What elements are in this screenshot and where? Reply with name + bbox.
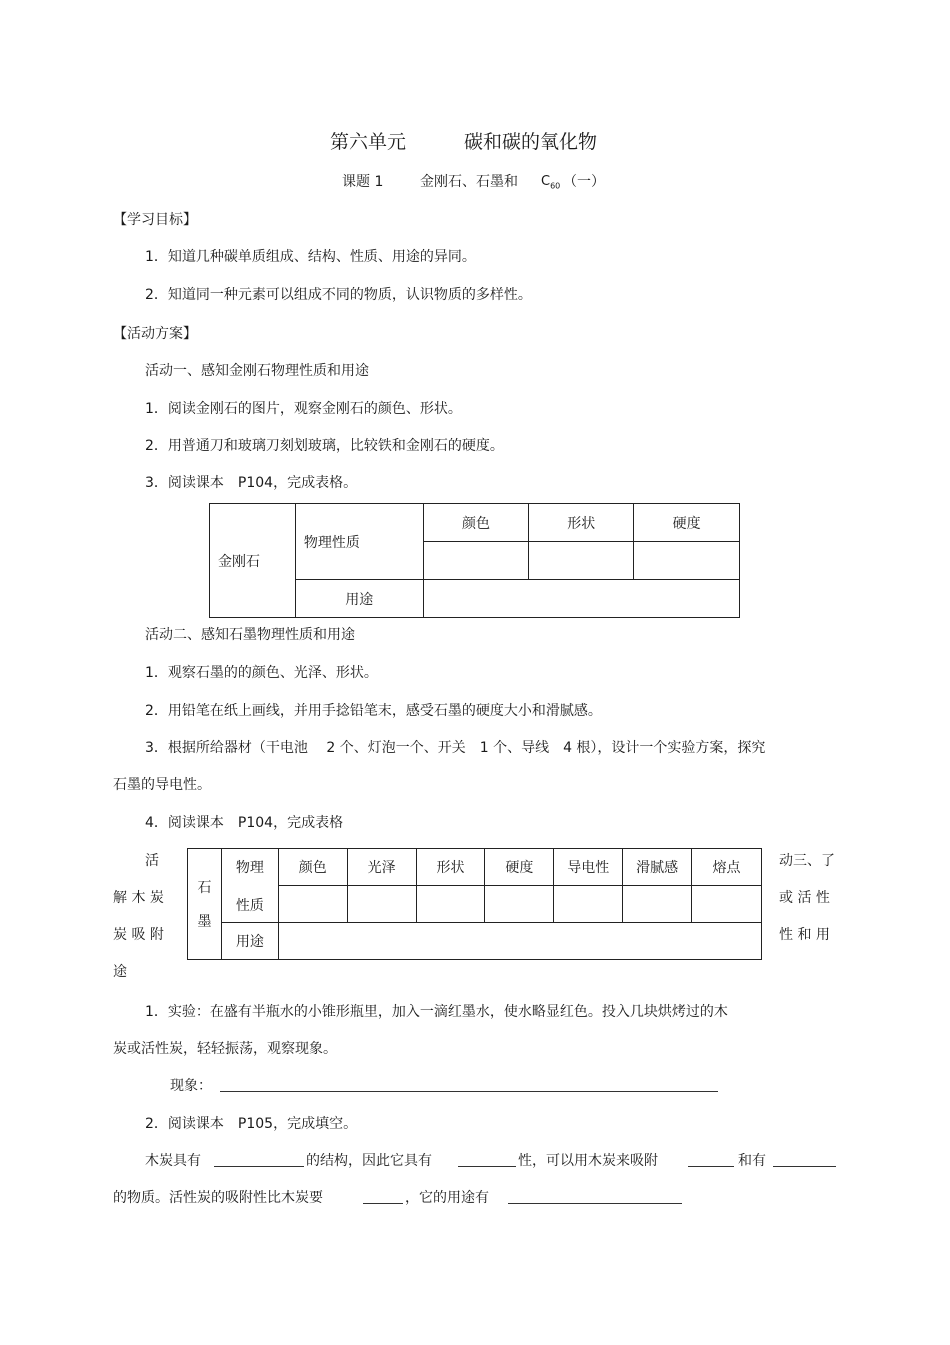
fill-blank-adsorb-1[interactable] <box>688 1166 734 1167</box>
diamond-use-label: 用途 <box>295 580 423 618</box>
lesson-number: 课题 1 <box>342 174 384 190</box>
activity3-left-3: 炭 吸 附 <box>113 927 164 943</box>
graphite-color-cell[interactable] <box>278 886 347 923</box>
diamond-color-cell[interactable] <box>423 542 529 580</box>
activity3-right-3: 性 和 用 <box>779 927 830 943</box>
fill-text-6: ，它的用途有 <box>405 1190 489 1206</box>
fill-blank-structure[interactable] <box>214 1166 304 1167</box>
diamond-row-header: 金刚石 <box>210 504 296 618</box>
graphite-props-label-2: 性质 <box>235 897 264 914</box>
graphite-col-conductivity: 导电性 <box>554 849 623 886</box>
activity2-step-4: 4．阅读课本 P104，完成表格 <box>145 815 344 831</box>
activity3-right-1: 动三、了 <box>779 853 835 869</box>
c60-formula <box>541 173 560 196</box>
activity1-title: 活动一、感知金刚石物理性质和用途 <box>145 363 369 379</box>
activity3-left-2: 解 木 炭 <box>113 890 164 906</box>
activity1-step-3: 3．阅读课本 P104，完成表格。 <box>145 475 358 491</box>
diamond-use-cell[interactable] <box>423 580 739 618</box>
fill-blank-property[interactable] <box>458 1166 516 1167</box>
fill-text-2: 的结构，因此它具有 <box>306 1153 432 1169</box>
diamond-table <box>209 503 740 618</box>
goals-heading: 【学习目标】 <box>113 212 197 228</box>
graphite-row-header-2: 墨 <box>197 914 212 930</box>
graphite-shape-cell[interactable] <box>416 886 485 923</box>
diamond-hardness-cell[interactable] <box>634 542 740 580</box>
activity1-step-1: 1．阅读金刚石的图片，观察金刚石的颜色、形状。 <box>145 401 462 417</box>
lesson-name: 金刚石、石墨和 <box>420 174 518 190</box>
graphite-conductivity-cell[interactable] <box>554 886 623 923</box>
graphite-luster-cell[interactable] <box>347 886 416 923</box>
fill-blank-uses[interactable] <box>508 1203 682 1204</box>
activity3-right-2: 或 活 性 <box>779 890 830 906</box>
graphite-slipperiness-cell[interactable] <box>623 886 692 923</box>
activity2-step-3: 3．根据所给器材（干电池 2 个、灯泡一个、开关 1 个、导线 4 根），设计一个实验方案，探究 <box>145 740 766 756</box>
graphite-table <box>187 848 762 960</box>
plan-heading: 【活动方案】 <box>113 326 197 342</box>
goal-item-1: 1．知道几种碳单质组成、结构、性质、用途的异同。 <box>145 249 476 265</box>
phenomenon-label: 现象： <box>170 1078 212 1094</box>
phenomenon-blank[interactable] <box>220 1091 718 1092</box>
graphite-row-header-1: 石 <box>197 880 212 896</box>
fill-text-4: 和有 <box>738 1153 766 1169</box>
graphite-melting-point-cell[interactable] <box>692 886 762 923</box>
c60-subscript: 60 <box>550 181 561 191</box>
graphite-props-label <box>221 849 278 923</box>
diamond-col-hardness: 硬度 <box>634 504 740 542</box>
activity2-step-3-cont: 石墨的导电性。 <box>113 777 211 793</box>
diamond-col-shape: 形状 <box>529 504 634 542</box>
graphite-col-melting-point: 熔点 <box>692 849 762 886</box>
graphite-use-label: 用途 <box>221 923 278 960</box>
activity3-left-1: 活 <box>145 853 159 869</box>
activity3-step-1-cont: 炭或活性炭，轻轻振荡，观察现象。 <box>113 1041 337 1057</box>
graphite-row-header <box>188 849 222 960</box>
graphite-props-label-1: 物理 <box>235 859 264 876</box>
graphite-hardness-cell[interactable] <box>485 886 554 923</box>
graphite-col-color: 颜色 <box>278 849 347 886</box>
activity3-step-1: 1．实验：在盛有半瓶水的小锥形瓶里，加入一滴红墨水，使水略显红色。投入几块烘烤过的木 <box>145 1004 728 1020</box>
fill-blank-compare[interactable] <box>363 1203 403 1204</box>
graphite-col-luster: 光泽 <box>347 849 416 886</box>
activity1-step-2: 2．用普通刀和玻璃刀刻划玻璃，比较铁和金刚石的硬度。 <box>145 438 504 454</box>
page-title-topic: 碳和碳的氧化物 <box>464 131 598 153</box>
graphite-col-hardness: 硬度 <box>485 849 554 886</box>
graphite-col-shape: 形状 <box>416 849 485 886</box>
diamond-col-color: 颜色 <box>423 504 529 542</box>
fill-text-3: 性，可以用木炭来吸附 <box>518 1153 658 1169</box>
activity2-title: 活动二、感知石墨物理性质和用途 <box>145 627 355 643</box>
lesson-part: （一） <box>563 174 605 190</box>
activity2-step-2: 2．用铅笔在纸上画线，并用手捻铅笔末，感受石墨的硬度大小和滑腻感。 <box>145 703 602 719</box>
diamond-props-label: 物理性质 <box>295 504 423 580</box>
page-title-unit: 第六单元 <box>330 131 407 153</box>
activity3-read: 2．阅读课本 P105，完成填空。 <box>145 1116 358 1132</box>
fill-text-1: 木炭具有 <box>145 1153 201 1169</box>
goal-item-2: 2．知道同一种元素可以组成不同的物质，认识物质的多样性。 <box>145 287 532 303</box>
fill-blank-adsorb-2[interactable] <box>773 1166 836 1167</box>
fill-text-5: 的物质。活性炭的吸附性比木炭要 <box>113 1190 323 1206</box>
graphite-col-slipperiness: 滑腻感 <box>623 849 692 886</box>
graphite-use-cell[interactable] <box>278 923 761 960</box>
activity2-step-1: 1．观察石墨的的颜色、光泽、形状。 <box>145 665 378 681</box>
activity3-left-4: 途 <box>113 964 127 980</box>
diamond-shape-cell[interactable] <box>529 542 634 580</box>
c60-symbol: C <box>541 174 551 189</box>
